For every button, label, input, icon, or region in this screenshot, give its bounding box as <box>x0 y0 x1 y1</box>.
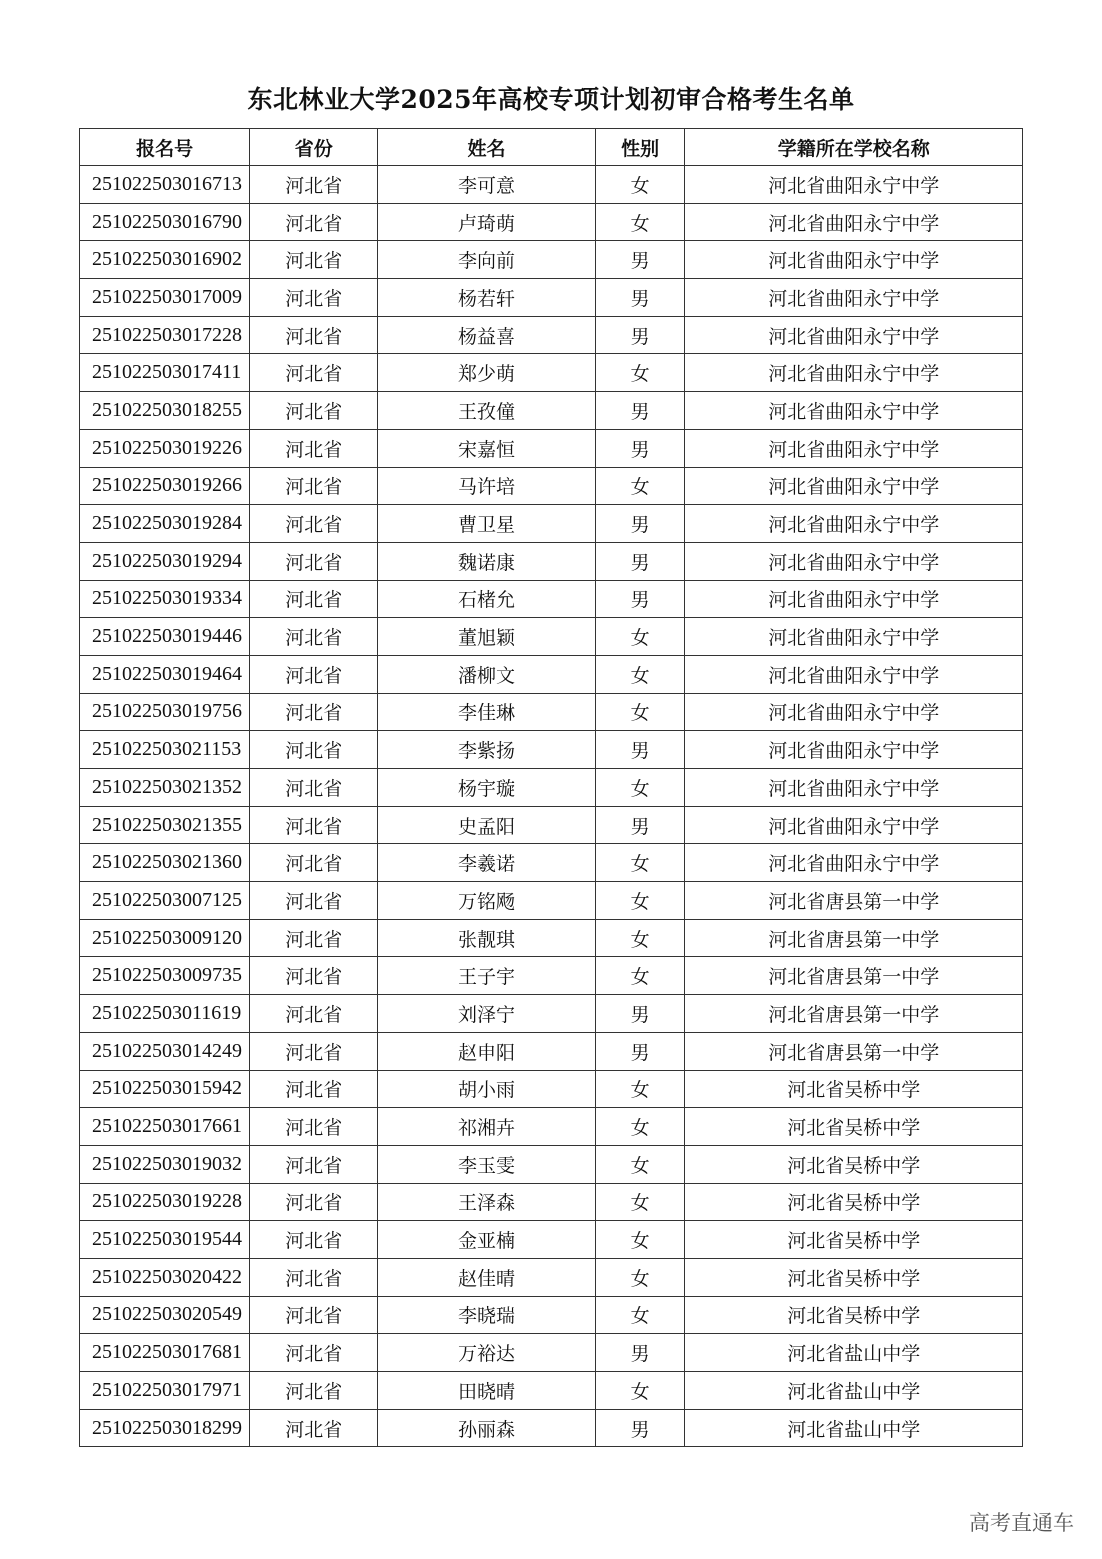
registration-number-cell: 251022503017411 <box>80 354 250 392</box>
gender-cell: 女 <box>595 844 685 882</box>
school-cell: 河北省曲阳永宁中学 <box>685 203 1023 241</box>
school-cell: 河北省曲阳永宁中学 <box>685 316 1023 354</box>
table-row <box>80 505 1023 543</box>
province-cell: 河北省 <box>250 1070 378 1108</box>
registration-number-cell: 251022503019294 <box>80 542 250 580</box>
table-row <box>80 542 1023 580</box>
gender-cell: 男 <box>595 429 685 467</box>
header-registration-number: 报名号 <box>80 129 250 166</box>
table-row <box>80 429 1023 467</box>
registration-number-cell: 251022503018255 <box>80 392 250 430</box>
name-cell: 李玉雯 <box>378 1145 596 1183</box>
table-row <box>80 1183 1023 1221</box>
name-cell: 杨若轩 <box>378 279 596 317</box>
table-header-row <box>80 129 1023 166</box>
gender-cell: 男 <box>595 392 685 430</box>
school-cell: 河北省曲阳永宁中学 <box>685 731 1023 769</box>
table-body <box>80 166 1023 1447</box>
gender-cell: 男 <box>595 995 685 1033</box>
table-row <box>80 882 1023 920</box>
school-cell: 河北省曲阳永宁中学 <box>685 844 1023 882</box>
gender-cell: 男 <box>595 316 685 354</box>
province-cell: 河北省 <box>250 919 378 957</box>
table-row <box>80 693 1023 731</box>
gender-cell: 女 <box>595 1108 685 1146</box>
school-cell: 河北省盐山中学 <box>685 1409 1023 1447</box>
registration-number-cell: 251022503014249 <box>80 1032 250 1070</box>
table-row <box>80 1221 1023 1259</box>
table-row <box>80 655 1023 693</box>
table-row <box>80 1334 1023 1372</box>
registration-number-cell: 251022503020422 <box>80 1258 250 1296</box>
name-cell: 杨宇璇 <box>378 769 596 807</box>
province-cell: 河北省 <box>250 731 378 769</box>
school-cell: 河北省曲阳永宁中学 <box>685 693 1023 731</box>
name-cell: 金亚楠 <box>378 1221 596 1259</box>
province-cell: 河北省 <box>250 806 378 844</box>
registration-number-cell: 251022503009120 <box>80 919 250 957</box>
name-cell: 李紫扬 <box>378 731 596 769</box>
name-cell: 李晓瑞 <box>378 1296 596 1334</box>
table-row <box>80 392 1023 430</box>
province-cell: 河北省 <box>250 1372 378 1410</box>
gender-cell: 男 <box>595 580 685 618</box>
gender-cell: 女 <box>595 618 685 656</box>
table-row <box>80 806 1023 844</box>
registration-number-cell: 251022503017971 <box>80 1372 250 1410</box>
province-cell: 河北省 <box>250 957 378 995</box>
registration-number-cell: 251022503019032 <box>80 1145 250 1183</box>
header-school: 学籍所在学校名称 <box>685 129 1023 166</box>
table-row <box>80 1409 1023 1447</box>
name-cell: 田晓晴 <box>378 1372 596 1410</box>
school-cell: 河北省吴桥中学 <box>685 1296 1023 1334</box>
gender-cell: 女 <box>595 1183 685 1221</box>
province-cell: 河北省 <box>250 1296 378 1334</box>
province-cell: 河北省 <box>250 505 378 543</box>
school-cell: 河北省曲阳永宁中学 <box>685 166 1023 204</box>
gender-cell: 男 <box>595 1032 685 1070</box>
province-cell: 河北省 <box>250 166 378 204</box>
name-cell: 李可意 <box>378 166 596 204</box>
school-cell: 河北省盐山中学 <box>685 1372 1023 1410</box>
name-cell: 王子宇 <box>378 957 596 995</box>
name-cell: 李佳琳 <box>378 693 596 731</box>
name-cell: 胡小雨 <box>378 1070 596 1108</box>
province-cell: 河北省 <box>250 429 378 467</box>
province-cell: 河北省 <box>250 279 378 317</box>
school-cell: 河北省曲阳永宁中学 <box>685 769 1023 807</box>
table-row <box>80 580 1023 618</box>
gender-cell: 女 <box>595 655 685 693</box>
registration-number-cell: 251022503021355 <box>80 806 250 844</box>
table-row <box>80 919 1023 957</box>
gender-cell: 女 <box>595 354 685 392</box>
name-cell: 李向前 <box>378 241 596 279</box>
gender-cell: 女 <box>595 957 685 995</box>
registration-number-cell: 251022503019226 <box>80 429 250 467</box>
school-cell: 河北省曲阳永宁中学 <box>685 392 1023 430</box>
school-cell: 河北省吴桥中学 <box>685 1070 1023 1108</box>
province-cell: 河北省 <box>250 1258 378 1296</box>
province-cell: 河北省 <box>250 693 378 731</box>
school-cell: 河北省盐山中学 <box>685 1334 1023 1372</box>
header-name: 姓名 <box>378 129 596 166</box>
gender-cell: 女 <box>595 1296 685 1334</box>
school-cell: 河北省曲阳永宁中学 <box>685 580 1023 618</box>
province-cell: 河北省 <box>250 354 378 392</box>
school-cell: 河北省曲阳永宁中学 <box>685 279 1023 317</box>
name-cell: 孙丽森 <box>378 1409 596 1447</box>
gender-cell: 女 <box>595 693 685 731</box>
registration-number-cell: 251022503021153 <box>80 731 250 769</box>
gender-cell: 男 <box>595 1334 685 1372</box>
province-cell: 河北省 <box>250 241 378 279</box>
table-row <box>80 1032 1023 1070</box>
registration-number-cell: 251022503016902 <box>80 241 250 279</box>
school-cell: 河北省唐县第一中学 <box>685 995 1023 1033</box>
name-cell: 王孜僮 <box>378 392 596 430</box>
province-cell: 河北省 <box>250 1183 378 1221</box>
school-cell: 河北省曲阳永宁中学 <box>685 505 1023 543</box>
school-cell: 河北省吴桥中学 <box>685 1183 1023 1221</box>
registration-number-cell: 251022503015942 <box>80 1070 250 1108</box>
name-cell: 史孟阳 <box>378 806 596 844</box>
province-cell: 河北省 <box>250 1409 378 1447</box>
name-cell: 曹卫星 <box>378 505 596 543</box>
registration-number-cell: 251022503009735 <box>80 957 250 995</box>
province-cell: 河北省 <box>250 882 378 920</box>
gender-cell: 女 <box>595 166 685 204</box>
name-cell: 卢琦萌 <box>378 203 596 241</box>
header-province: 省份 <box>250 129 378 166</box>
registration-number-cell: 251022503021360 <box>80 844 250 882</box>
table-row <box>80 769 1023 807</box>
table-row <box>80 354 1023 392</box>
school-cell: 河北省唐县第一中学 <box>685 1032 1023 1070</box>
gender-cell: 男 <box>595 542 685 580</box>
school-cell: 河北省曲阳永宁中学 <box>685 467 1023 505</box>
school-cell: 河北省唐县第一中学 <box>685 919 1023 957</box>
table-row <box>80 241 1023 279</box>
school-cell: 河北省曲阳永宁中学 <box>685 429 1023 467</box>
province-cell: 河北省 <box>250 769 378 807</box>
province-cell: 河北省 <box>250 618 378 656</box>
header-gender: 性别 <box>595 129 685 166</box>
table-row <box>80 279 1023 317</box>
school-cell: 河北省曲阳永宁中学 <box>685 542 1023 580</box>
gender-cell: 男 <box>595 505 685 543</box>
province-cell: 河北省 <box>250 203 378 241</box>
gender-cell: 女 <box>595 919 685 957</box>
table-row <box>80 1070 1023 1108</box>
name-cell: 杨益喜 <box>378 316 596 354</box>
registration-number-cell: 251022503017681 <box>80 1334 250 1372</box>
name-cell: 魏诺康 <box>378 542 596 580</box>
gender-cell: 男 <box>595 731 685 769</box>
registration-number-cell: 251022503011619 <box>80 995 250 1033</box>
school-cell: 河北省曲阳永宁中学 <box>685 655 1023 693</box>
gender-cell: 女 <box>595 882 685 920</box>
gender-cell: 女 <box>595 1372 685 1410</box>
gender-cell: 男 <box>595 1409 685 1447</box>
school-cell: 河北省曲阳永宁中学 <box>685 354 1023 392</box>
province-cell: 河北省 <box>250 467 378 505</box>
gender-cell: 男 <box>595 241 685 279</box>
name-cell: 潘柳文 <box>378 655 596 693</box>
registration-number-cell: 251022503019464 <box>80 655 250 693</box>
gender-cell: 女 <box>595 1258 685 1296</box>
name-cell: 祁湘卉 <box>378 1108 596 1146</box>
registration-number-cell: 251022503017661 <box>80 1108 250 1146</box>
gender-cell: 女 <box>595 769 685 807</box>
name-cell: 马许培 <box>378 467 596 505</box>
table-row <box>80 166 1023 204</box>
table-row <box>80 1258 1023 1296</box>
name-cell: 王泽森 <box>378 1183 596 1221</box>
gender-cell: 女 <box>595 1221 685 1259</box>
name-cell: 石楮允 <box>378 580 596 618</box>
name-cell: 赵佳晴 <box>378 1258 596 1296</box>
registration-number-cell: 251022503019446 <box>80 618 250 656</box>
registration-number-cell: 251022503018299 <box>80 1409 250 1447</box>
school-cell: 河北省曲阳永宁中学 <box>685 618 1023 656</box>
table-row <box>80 618 1023 656</box>
gender-cell: 女 <box>595 467 685 505</box>
name-cell: 张靓琪 <box>378 919 596 957</box>
table-row <box>80 1372 1023 1410</box>
school-cell: 河北省吴桥中学 <box>685 1258 1023 1296</box>
name-cell: 万铭飏 <box>378 882 596 920</box>
province-cell: 河北省 <box>250 1145 378 1183</box>
province-cell: 河北省 <box>250 1221 378 1259</box>
province-cell: 河北省 <box>250 1334 378 1372</box>
school-cell: 河北省吴桥中学 <box>685 1145 1023 1183</box>
registration-number-cell: 251022503019266 <box>80 467 250 505</box>
province-cell: 河北省 <box>250 844 378 882</box>
registration-number-cell: 251022503019334 <box>80 580 250 618</box>
table-row <box>80 844 1023 882</box>
name-cell: 李羲诺 <box>378 844 596 882</box>
registration-number-cell: 251022503016713 <box>80 166 250 204</box>
province-cell: 河北省 <box>250 995 378 1033</box>
province-cell: 河北省 <box>250 1108 378 1146</box>
watermark: 高考直通车 <box>969 1511 1074 1535</box>
document-title: 东北林业大学2025年高校专项计划初审合格考生名单 <box>247 85 855 114</box>
registration-number-cell: 251022503019284 <box>80 505 250 543</box>
table-row <box>80 1108 1023 1146</box>
name-cell: 万裕达 <box>378 1334 596 1372</box>
registration-number-cell: 251022503017228 <box>80 316 250 354</box>
school-cell: 河北省吴桥中学 <box>685 1108 1023 1146</box>
table-row <box>80 467 1023 505</box>
name-cell: 郑少萌 <box>378 354 596 392</box>
province-cell: 河北省 <box>250 1032 378 1070</box>
table-row <box>80 731 1023 769</box>
registration-number-cell: 251022503017009 <box>80 279 250 317</box>
province-cell: 河北省 <box>250 655 378 693</box>
registration-number-cell: 251022503016790 <box>80 203 250 241</box>
table-row <box>80 957 1023 995</box>
school-cell: 河北省曲阳永宁中学 <box>685 241 1023 279</box>
gender-cell: 女 <box>595 1070 685 1108</box>
name-cell: 董旭颖 <box>378 618 596 656</box>
registration-number-cell: 251022503020549 <box>80 1296 250 1334</box>
province-cell: 河北省 <box>250 580 378 618</box>
school-cell: 河北省曲阳永宁中学 <box>685 806 1023 844</box>
gender-cell: 男 <box>595 279 685 317</box>
table-row <box>80 995 1023 1033</box>
school-cell: 河北省吴桥中学 <box>685 1221 1023 1259</box>
candidate-table <box>79 128 1023 1447</box>
table-row <box>80 316 1023 354</box>
province-cell: 河北省 <box>250 542 378 580</box>
name-cell: 宋嘉恒 <box>378 429 596 467</box>
table-row <box>80 203 1023 241</box>
registration-number-cell: 251022503019756 <box>80 693 250 731</box>
table-row <box>80 1145 1023 1183</box>
registration-number-cell: 251022503021352 <box>80 769 250 807</box>
gender-cell: 女 <box>595 1145 685 1183</box>
province-cell: 河北省 <box>250 392 378 430</box>
school-cell: 河北省唐县第一中学 <box>685 957 1023 995</box>
table-row <box>80 1296 1023 1334</box>
school-cell: 河北省唐县第一中学 <box>685 882 1023 920</box>
gender-cell: 女 <box>595 203 685 241</box>
registration-number-cell: 251022503007125 <box>80 882 250 920</box>
registration-number-cell: 251022503019228 <box>80 1183 250 1221</box>
name-cell: 刘泽宁 <box>378 995 596 1033</box>
province-cell: 河北省 <box>250 316 378 354</box>
registration-number-cell: 251022503019544 <box>80 1221 250 1259</box>
gender-cell: 男 <box>595 806 685 844</box>
name-cell: 赵申阳 <box>378 1032 596 1070</box>
